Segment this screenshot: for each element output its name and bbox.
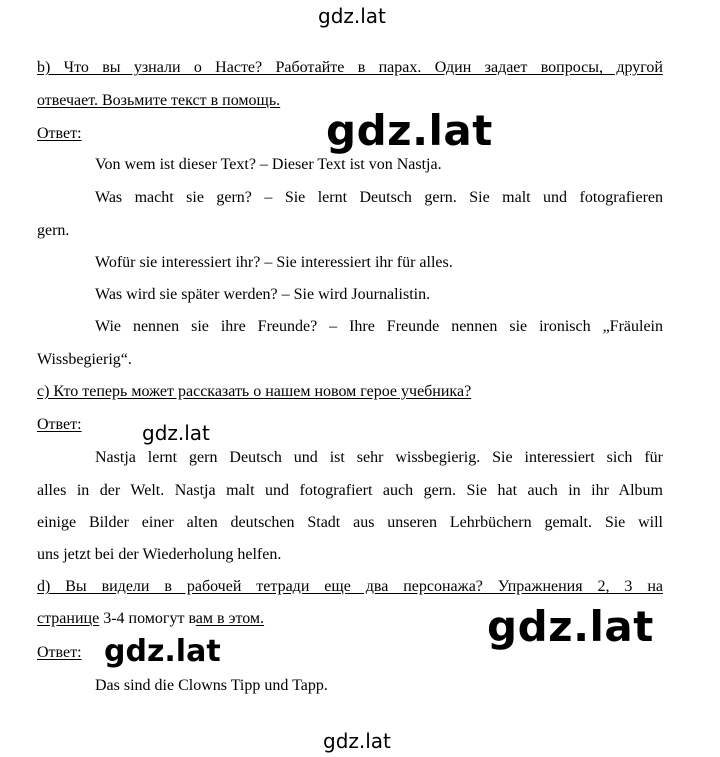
answer-b-line-7: Wissbegierig“. xyxy=(37,351,132,368)
task-b-line-2: отвечает. Возьмите текст в помощь. xyxy=(37,92,281,109)
task-c-line: c) Кто теперь может рассказать о нашем новом герое учебника? xyxy=(37,383,472,400)
answer-b-line-3: gern. xyxy=(37,222,70,239)
answer-b-line-6: Wie nennen sie ihre Freunde? – Ihre Freunde nennen sie ironisch „Fräulein xyxy=(95,318,663,335)
task-d-line-2 xyxy=(37,609,264,629)
answer-label-c: Ответ: xyxy=(37,416,82,433)
watermark-mid-left: gdz.lat xyxy=(104,634,221,669)
answer-b-line-4: Wofür sie interessiert ihr? – Sie interessiert ihr für alles. xyxy=(95,254,453,271)
task-d-line-2-part-2: 3-4 помогут в xyxy=(99,610,196,627)
watermark-small-mid: gdz.lat xyxy=(142,421,210,445)
answer-b-line-1: Von wem ist dieser Text? – Dieser Text ist von Nastja. xyxy=(95,156,442,173)
answer-c-line-2: alles in der Welt. Nastja malt und fotografiert auch gern. Sie hat auch in ihr Album xyxy=(37,482,663,499)
answer-b-line-2: Was macht sie gern? – Sie lernt Deutsch gern. Sie malt und fotografieren xyxy=(95,189,663,206)
answer-c-line-4: uns jetzt bei der Wiederholung helfen. xyxy=(37,546,282,563)
answer-c-line-3: einige Bilder einer alten deutschen Stadt aus unseren Lehrbüchern gemalt. Sie will xyxy=(37,514,663,531)
answer-label-b: Ответ: xyxy=(37,125,82,142)
watermark-bottom: gdz.lat xyxy=(323,729,391,753)
task-d-line-2-part-3: ам в этом. xyxy=(195,610,265,627)
answer-label-d: Ответ: xyxy=(37,644,82,661)
answer-d-text: Das sind die Clowns Tipp und Tapp. xyxy=(95,677,328,694)
watermark-big-center: gdz.lat xyxy=(326,106,493,155)
watermark-big-right: gdz.lat xyxy=(487,602,654,651)
task-d-line-2-part-1: странице xyxy=(37,610,100,627)
watermark-top: gdz.lat xyxy=(318,4,386,28)
task-d-line-1: d) Вы видели в рабочей тетради еще два персонажа? Упражнения 2, 3 на xyxy=(37,578,663,595)
answer-b-line-5: Was wird sie später werden? – Sie wird Journalistin. xyxy=(95,286,431,303)
answer-c-line-1: Nastja lernt gern Deutsch und ist sehr wissbegierig. Sie interessiert sich für xyxy=(95,449,663,466)
task-b-line-1: b) Что вы узнали о Насте? Работайте в парах. Один задает вопросы, другой xyxy=(37,59,663,76)
